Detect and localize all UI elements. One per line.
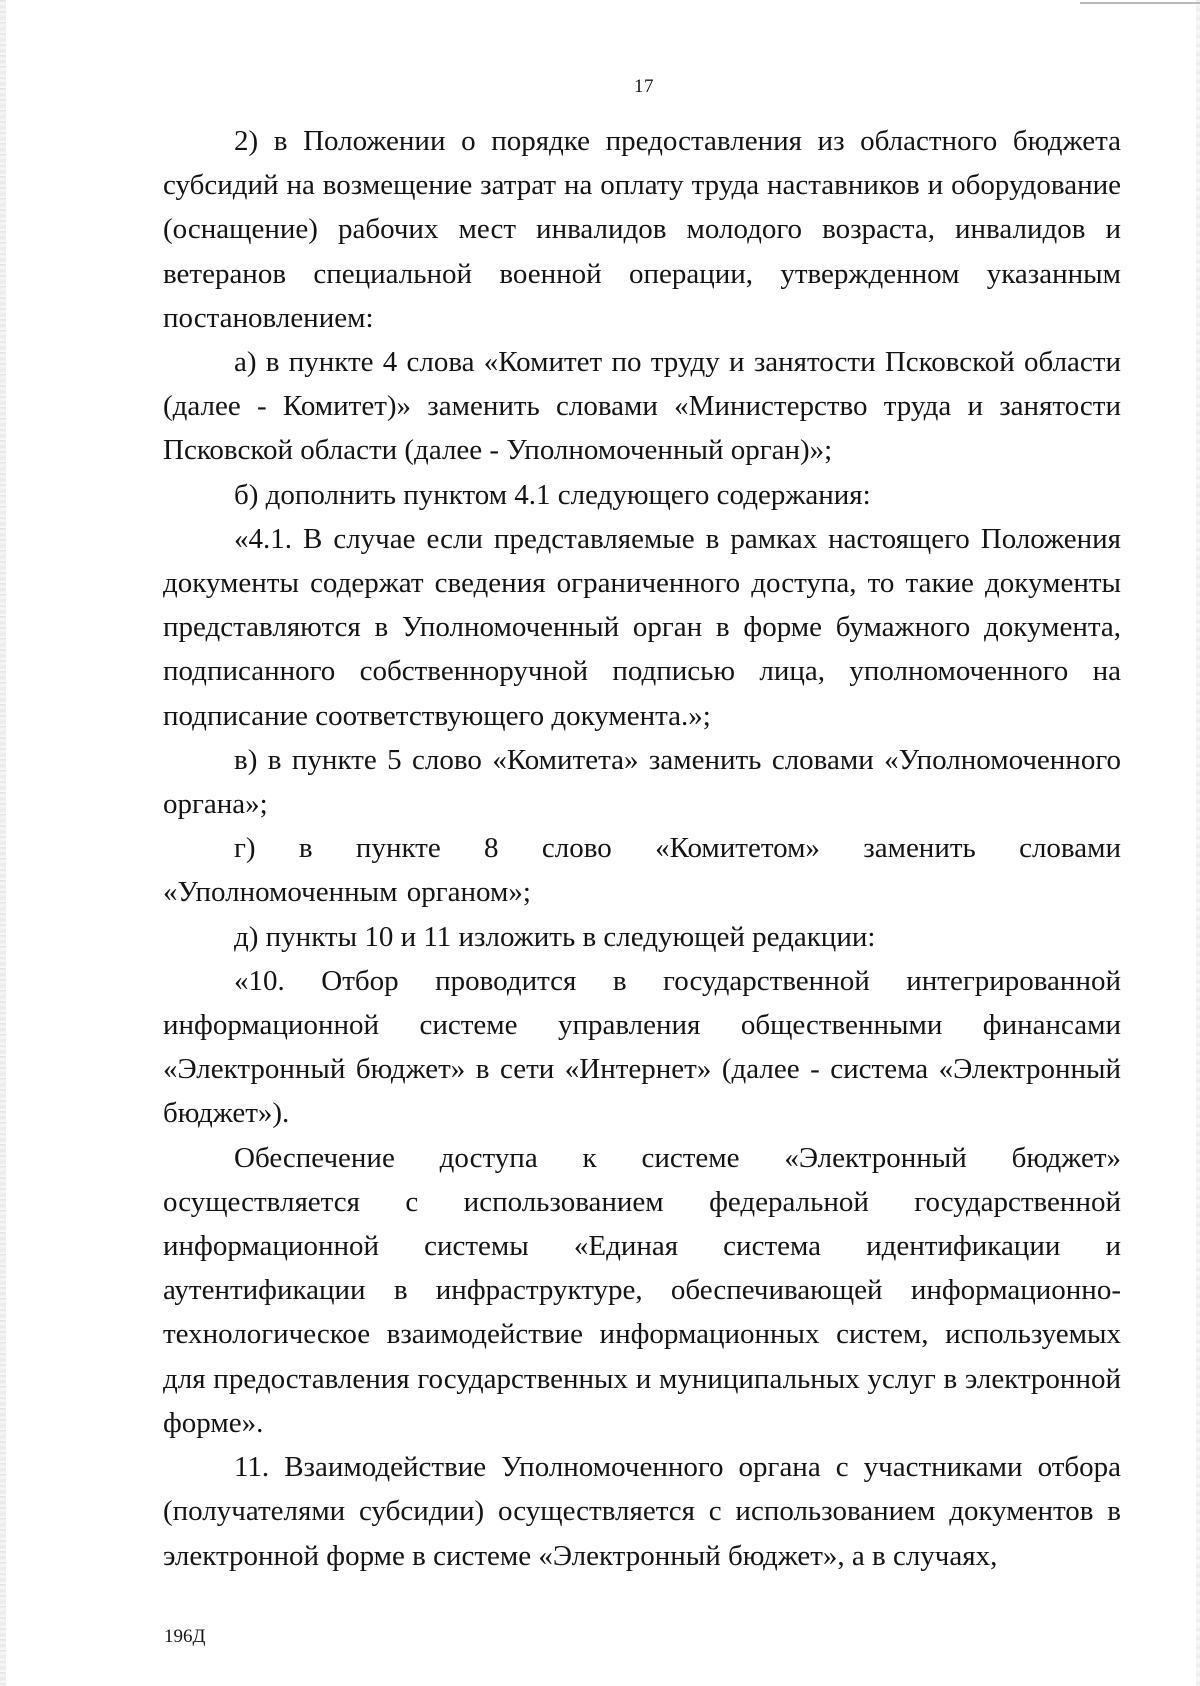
document-body bbox=[163, 119, 1121, 1578]
paragraph-amendment-2: 2) в Положении о порядке предоставления из областного бюджета субсидий на возмещение затрат на оплату труда наставников и оборудование (оснащение) рабочих мест инвалидов молодого возраста, инвалидов и ветеранов специальной военной операции, утвержденном указанным постановлением: bbox=[163, 125, 1121, 334]
paragraph-item-a: а) в пункте 4 слова «Комитет по труду и занятости Псковской области (далее - Комитет)» заменить словами «Министерство труда и занятости Псковской области (далее - Уполномоченный орган)»; bbox=[163, 346, 1121, 467]
scan-edge-left bbox=[0, 0, 6, 1686]
paragraph-clause-11: 11. Взаимодействие Уполномоченного органа с участниками отбора (получателями субсидии) осуществляется с использованием документов в электронной форме в системе «Электронный бюджет», а в случаях, bbox=[163, 1451, 1121, 1572]
scan-edge-right bbox=[1196, 0, 1200, 1686]
document-code: 196Д bbox=[164, 1626, 206, 1647]
paragraph-item-d: д) пункты 10 и 11 изложить в следующей редакции: bbox=[234, 920, 876, 953]
scan-artifact-line bbox=[1080, 2, 1200, 4]
paragraph-item-v: в) в пункте 5 слово «Комитета» заменить словами «Уполномоченного органа»; bbox=[163, 743, 1121, 821]
paragraph-clause-4-1: «4.1. В случае если представляемые в рамках настоящего Положения документы содержат сведения ограниченного доступа, то такие документы представляются в Уполномоченный орган в форме бумажного документа, подписанного собственноручной подписью лица, уполномоченного на подписание соответствующего документа.»; bbox=[163, 522, 1121, 732]
paragraph-access: Обеспечение доступа к системе «Электронный бюджет» осуществляется с использованием федеральной государственной информационной системы «Единая система идентификации и аутентификации в инфраструктуре, обеспечивающей информационно-технологическое взаимодействие информационных систем, используемых для предоставления государственных и муниципальных услуг в электронной форме». bbox=[163, 1141, 1121, 1439]
page-number: 17 bbox=[634, 76, 654, 97]
paragraph-item-g: г) в пункте 8 слово «Комитетом» заменить словами «Уполномоченным органом»; bbox=[163, 832, 1121, 909]
paragraph-item-b: б) дополнить пунктом 4.1 следующего содержания: bbox=[234, 478, 871, 511]
paragraph-clause-10: «10. Отбор проводится в государственной интегрированной информационной системе управления общественными финансами «Электронный бюджет» в сети «Интернет» (далее - система «Электронный бюджет»). bbox=[163, 964, 1121, 1130]
